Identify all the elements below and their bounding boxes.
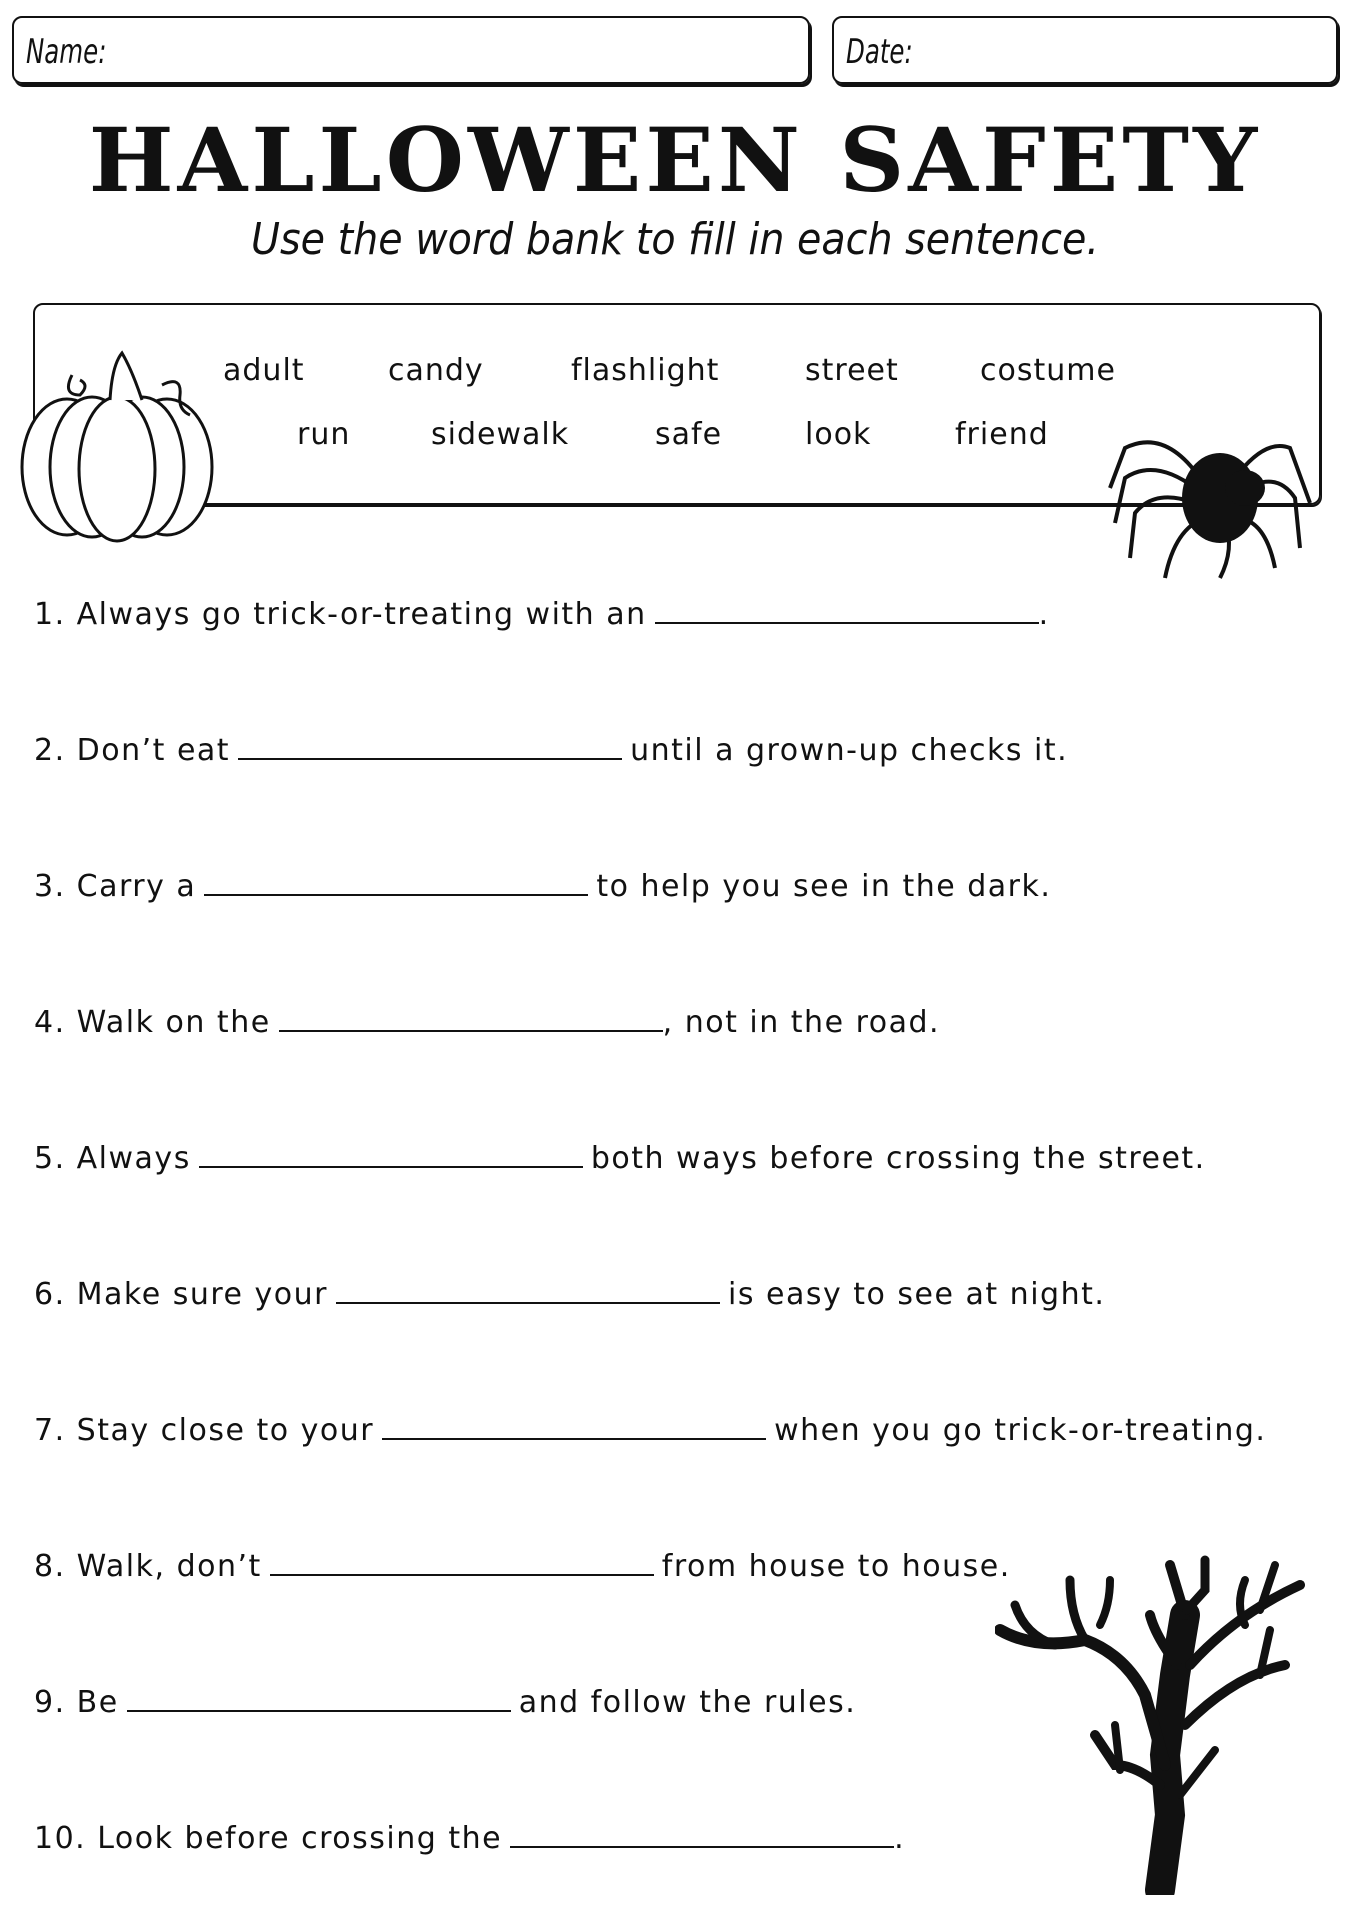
answer-blank[interactable] — [270, 1548, 654, 1576]
word: costume — [980, 353, 1116, 388]
sentence-5 — [34, 1140, 1206, 1176]
answer-blank[interactable] — [279, 1004, 663, 1032]
sentence-text: to help you see in the dark. — [596, 869, 1052, 904]
sentence-text: 1. Always go trick-or-treating with an — [34, 597, 647, 632]
word: safe — [655, 417, 723, 452]
sentence-text: 10. Look before crossing the — [34, 1821, 503, 1856]
sentence-2 — [34, 732, 1068, 768]
sentence-4 — [34, 1004, 940, 1040]
sentence-text: 7. Stay close to your — [34, 1413, 375, 1448]
answer-blank[interactable] — [204, 868, 588, 896]
sentence-9 — [34, 1684, 856, 1720]
sentence-text: 5. Always — [34, 1141, 191, 1176]
sentence-text: 6. Make sure your — [34, 1277, 328, 1312]
date-label: Date: — [846, 32, 913, 72]
sentence-7 — [34, 1412, 1266, 1448]
sentence-10 — [34, 1820, 905, 1856]
answer-blank[interactable] — [382, 1412, 766, 1440]
sentence-text: 2. Don’t eat — [34, 733, 231, 768]
sentence-text: and follow the rules. — [518, 1685, 857, 1720]
sentence-text: 3. Carry a — [34, 869, 197, 904]
word: candy — [388, 353, 484, 388]
word: flashlight — [571, 353, 720, 388]
answer-blank[interactable] — [238, 732, 622, 760]
sentence-text: both ways before crossing the street. — [590, 1141, 1206, 1176]
sentence-text: . — [1038, 597, 1050, 632]
word: look — [805, 417, 872, 452]
word: friend — [955, 417, 1049, 452]
sentence-text: 9. Be — [34, 1685, 119, 1720]
sentence-text: until a grown-up checks it. — [630, 733, 1069, 768]
sentence-text: . — [894, 1821, 906, 1856]
name-field[interactable] — [12, 16, 810, 84]
sentence-3 — [34, 868, 1051, 904]
sentence-1 — [34, 596, 1050, 632]
name-label: Name: — [26, 32, 107, 72]
answer-blank[interactable] — [199, 1140, 583, 1168]
date-field[interactable] — [832, 16, 1338, 84]
sentence-text: 4. Walk on the — [34, 1005, 271, 1040]
sentence-8 — [34, 1548, 1011, 1584]
word: run — [297, 417, 351, 452]
instructions: Use the word bank to fill in each sentence. — [251, 214, 1099, 265]
word: adult — [223, 353, 305, 388]
spider-icon — [1105, 408, 1320, 583]
tree-icon — [995, 1555, 1315, 1895]
answer-blank[interactable] — [655, 596, 1039, 624]
pumpkin-icon — [12, 345, 222, 545]
sentence-text: when you go trick-or-treating. — [774, 1413, 1267, 1448]
page-title: HALLOWEEN SAFETY — [88, 108, 1262, 212]
answer-blank[interactable] — [336, 1276, 720, 1304]
sentence-text: is easy to see at night. — [728, 1277, 1106, 1312]
sentence-text: from house to house. — [661, 1549, 1011, 1584]
word: street — [805, 353, 899, 388]
answer-blank[interactable] — [127, 1684, 511, 1712]
word: sidewalk — [431, 417, 570, 452]
answer-blank[interactable] — [510, 1820, 894, 1848]
sentence-text: 8. Walk, don’t — [34, 1549, 262, 1584]
sentence-text: , not in the road. — [662, 1005, 941, 1040]
sentence-6 — [34, 1276, 1105, 1312]
